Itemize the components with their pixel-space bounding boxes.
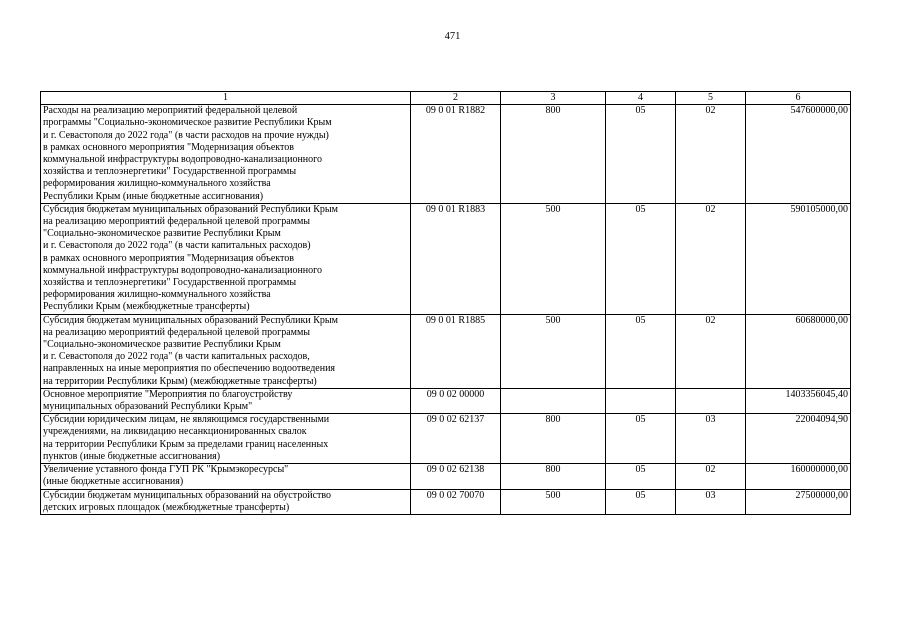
row-description: Субсидия бюджетам муниципальных образований Республики Крым на реализацию мероприятий федеральной целевой программы "Социально-экономическое развитие Республики Крым и г. Севастополя до 2022 года" (в части капитальных расходов) в рамках основного мероприятия "Модернизация объектов коммунальной инфраструктуры водопроводно-канализационного хозяйства и теплоэнергетики" Государственной программы реформирования жилищно-коммунального хозяйства Республики Крым (межбюджетные трансферты): [41, 203, 411, 314]
column-header: 3: [501, 92, 606, 105]
row-subsection: 03: [676, 414, 746, 464]
row-expense-type: 500: [501, 314, 606, 388]
budget-table: [40, 91, 851, 515]
row-expense-type: 800: [501, 105, 606, 204]
table-row: [41, 314, 851, 388]
row-target-code: 09 0 02 62138: [411, 464, 501, 489]
row-target-code: 09 0 01 R1883: [411, 203, 501, 314]
header-row: [41, 92, 851, 105]
table-row: [41, 203, 851, 314]
row-description: Субсидия бюджетам муниципальных образований Республики Крым на реализацию мероприятий федеральной целевой программы "Социально-экономическое развитие Республики Крым и г. Севастополя до 2022 года" (в части капитальных расходов, направленных на иные мероприятия по обеспечению водоотведения на территории Республики Крым) (межбюджетные трансферты): [41, 314, 411, 388]
row-subsection: 02: [676, 203, 746, 314]
table-row: [41, 464, 851, 489]
row-target-code: 09 0 02 00000: [411, 388, 501, 413]
row-expense-type: 500: [501, 489, 606, 514]
row-subsection: [676, 388, 746, 413]
column-header: 6: [746, 92, 851, 105]
row-description: Расходы на реализацию мероприятий федеральной целевой программы "Социально-экономическое развитие Республики Крым и г. Севастополя до 2022 года" (в части расходов на прочие нужды) в рамках основного мероприятия "Модернизация объектов коммунальной инфраструктуры водопроводно-канализационного хозяйства и теплоэнергетики" Государственной программы реформирования жилищно-коммунального хозяйства Республики Крым (иные бюджетные ассигнования): [41, 105, 411, 204]
row-section: 05: [606, 105, 676, 204]
column-header: 5: [676, 92, 746, 105]
row-description: Субсидии юридическим лицам, не являющимся государственными учреждениями, на ликвидацию несанкционированных свалок на территории Республики Крым за пределами границ населенных пунктов (иные бюджетные ассигнования): [41, 414, 411, 464]
row-amount: 547600000,00: [746, 105, 851, 204]
row-section: 05: [606, 203, 676, 314]
column-header: 1: [41, 92, 411, 105]
column-header: 2: [411, 92, 501, 105]
row-subsection: 03: [676, 489, 746, 514]
row-section: 05: [606, 489, 676, 514]
row-target-code: 09 0 01 R1882: [411, 105, 501, 204]
row-description: Увеличение уставного фонда ГУП РК "Крымэкоресурсы" (иные бюджетные ассигнования): [41, 464, 411, 489]
row-amount: 1403356045,40: [746, 388, 851, 413]
table-row: [41, 105, 851, 204]
table-row: [41, 489, 851, 514]
row-section: 05: [606, 314, 676, 388]
table-row: [41, 414, 851, 464]
row-section: 05: [606, 414, 676, 464]
row-amount: 22004094,90: [746, 414, 851, 464]
row-amount: 160000000,00: [746, 464, 851, 489]
row-target-code: 09 0 02 62137: [411, 414, 501, 464]
row-description: Субсидии бюджетам муниципальных образований на обустройство детских игровых площадок (межбюджетные трансферты): [41, 489, 411, 514]
column-header: 4: [606, 92, 676, 105]
row-target-code: 09 0 01 R1885: [411, 314, 501, 388]
row-subsection: 02: [676, 464, 746, 489]
row-expense-type: 500: [501, 203, 606, 314]
page-number: 471: [444, 31, 461, 42]
row-target-code: 09 0 02 70070: [411, 489, 501, 514]
row-section: 05: [606, 464, 676, 489]
row-expense-type: 800: [501, 414, 606, 464]
row-section: [606, 388, 676, 413]
row-amount: 27500000,00: [746, 489, 851, 514]
row-amount: 60680000,00: [746, 314, 851, 388]
table-row: [41, 388, 851, 413]
row-subsection: 02: [676, 314, 746, 388]
row-expense-type: 800: [501, 464, 606, 489]
row-description: Основное мероприятие "Мероприятия по благоустройству муниципальных образований Республики Крым": [41, 388, 411, 413]
row-expense-type: [501, 388, 606, 413]
row-amount: 590105000,00: [746, 203, 851, 314]
row-subsection: 02: [676, 105, 746, 204]
